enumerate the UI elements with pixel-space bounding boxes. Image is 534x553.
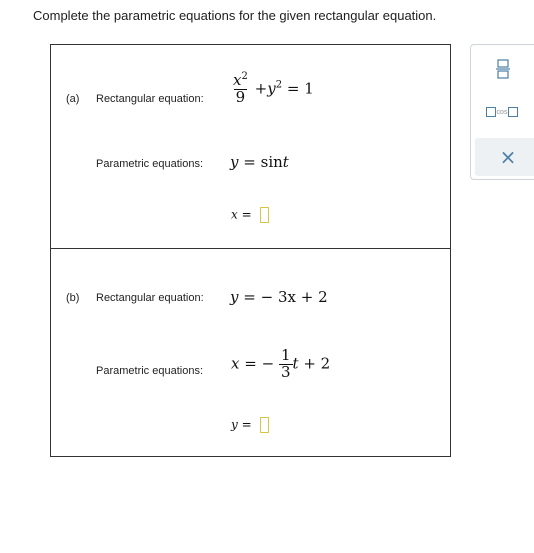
part-a-answer-row: x = — [231, 207, 269, 223]
part-a-param-label: Parametric equations: — [96, 158, 203, 170]
fraction-icon — [496, 59, 510, 79]
fraction-template-button[interactable] — [489, 55, 517, 83]
close-icon: × — [499, 145, 517, 169]
part-divider — [51, 248, 450, 249]
function-right-box-icon — [508, 107, 518, 117]
part-a-rect-label: Rectangular equation: — [96, 93, 204, 105]
part-a-answer-input[interactable] — [260, 207, 269, 223]
math-toolbar — [470, 44, 534, 180]
part-b-rectangular-equation: y = − 3x + 2 — [230, 288, 328, 306]
function-template-button[interactable] — [479, 103, 525, 121]
part-b-answer-row: y = — [231, 417, 269, 433]
part-b-rect-label: Rectangular equation: — [96, 292, 204, 304]
part-b-given-parametric: x = − $\frac{1}{3}$ t + 2 — [231, 346, 331, 381]
part-a-given-parametric: y = sint — [230, 153, 289, 171]
problem-table — [50, 44, 451, 457]
instruction-text: Complete the parametric equations for the given rectangular equation. — [33, 8, 437, 23]
part-a-rectangular-equation: $\frac{x^2}{9}$ $+y^2 = 1$ — [233, 71, 314, 106]
function-label: cos — [496, 108, 508, 116]
part-b-answer-input[interactable] — [260, 417, 269, 433]
close-toolbar-button[interactable] — [475, 138, 534, 176]
function-left-box-icon — [486, 107, 496, 117]
part-b-letter: (b) — [66, 292, 80, 304]
part-b-param-label: Parametric equations: — [96, 365, 203, 377]
part-a-letter: (a) — [66, 93, 80, 105]
